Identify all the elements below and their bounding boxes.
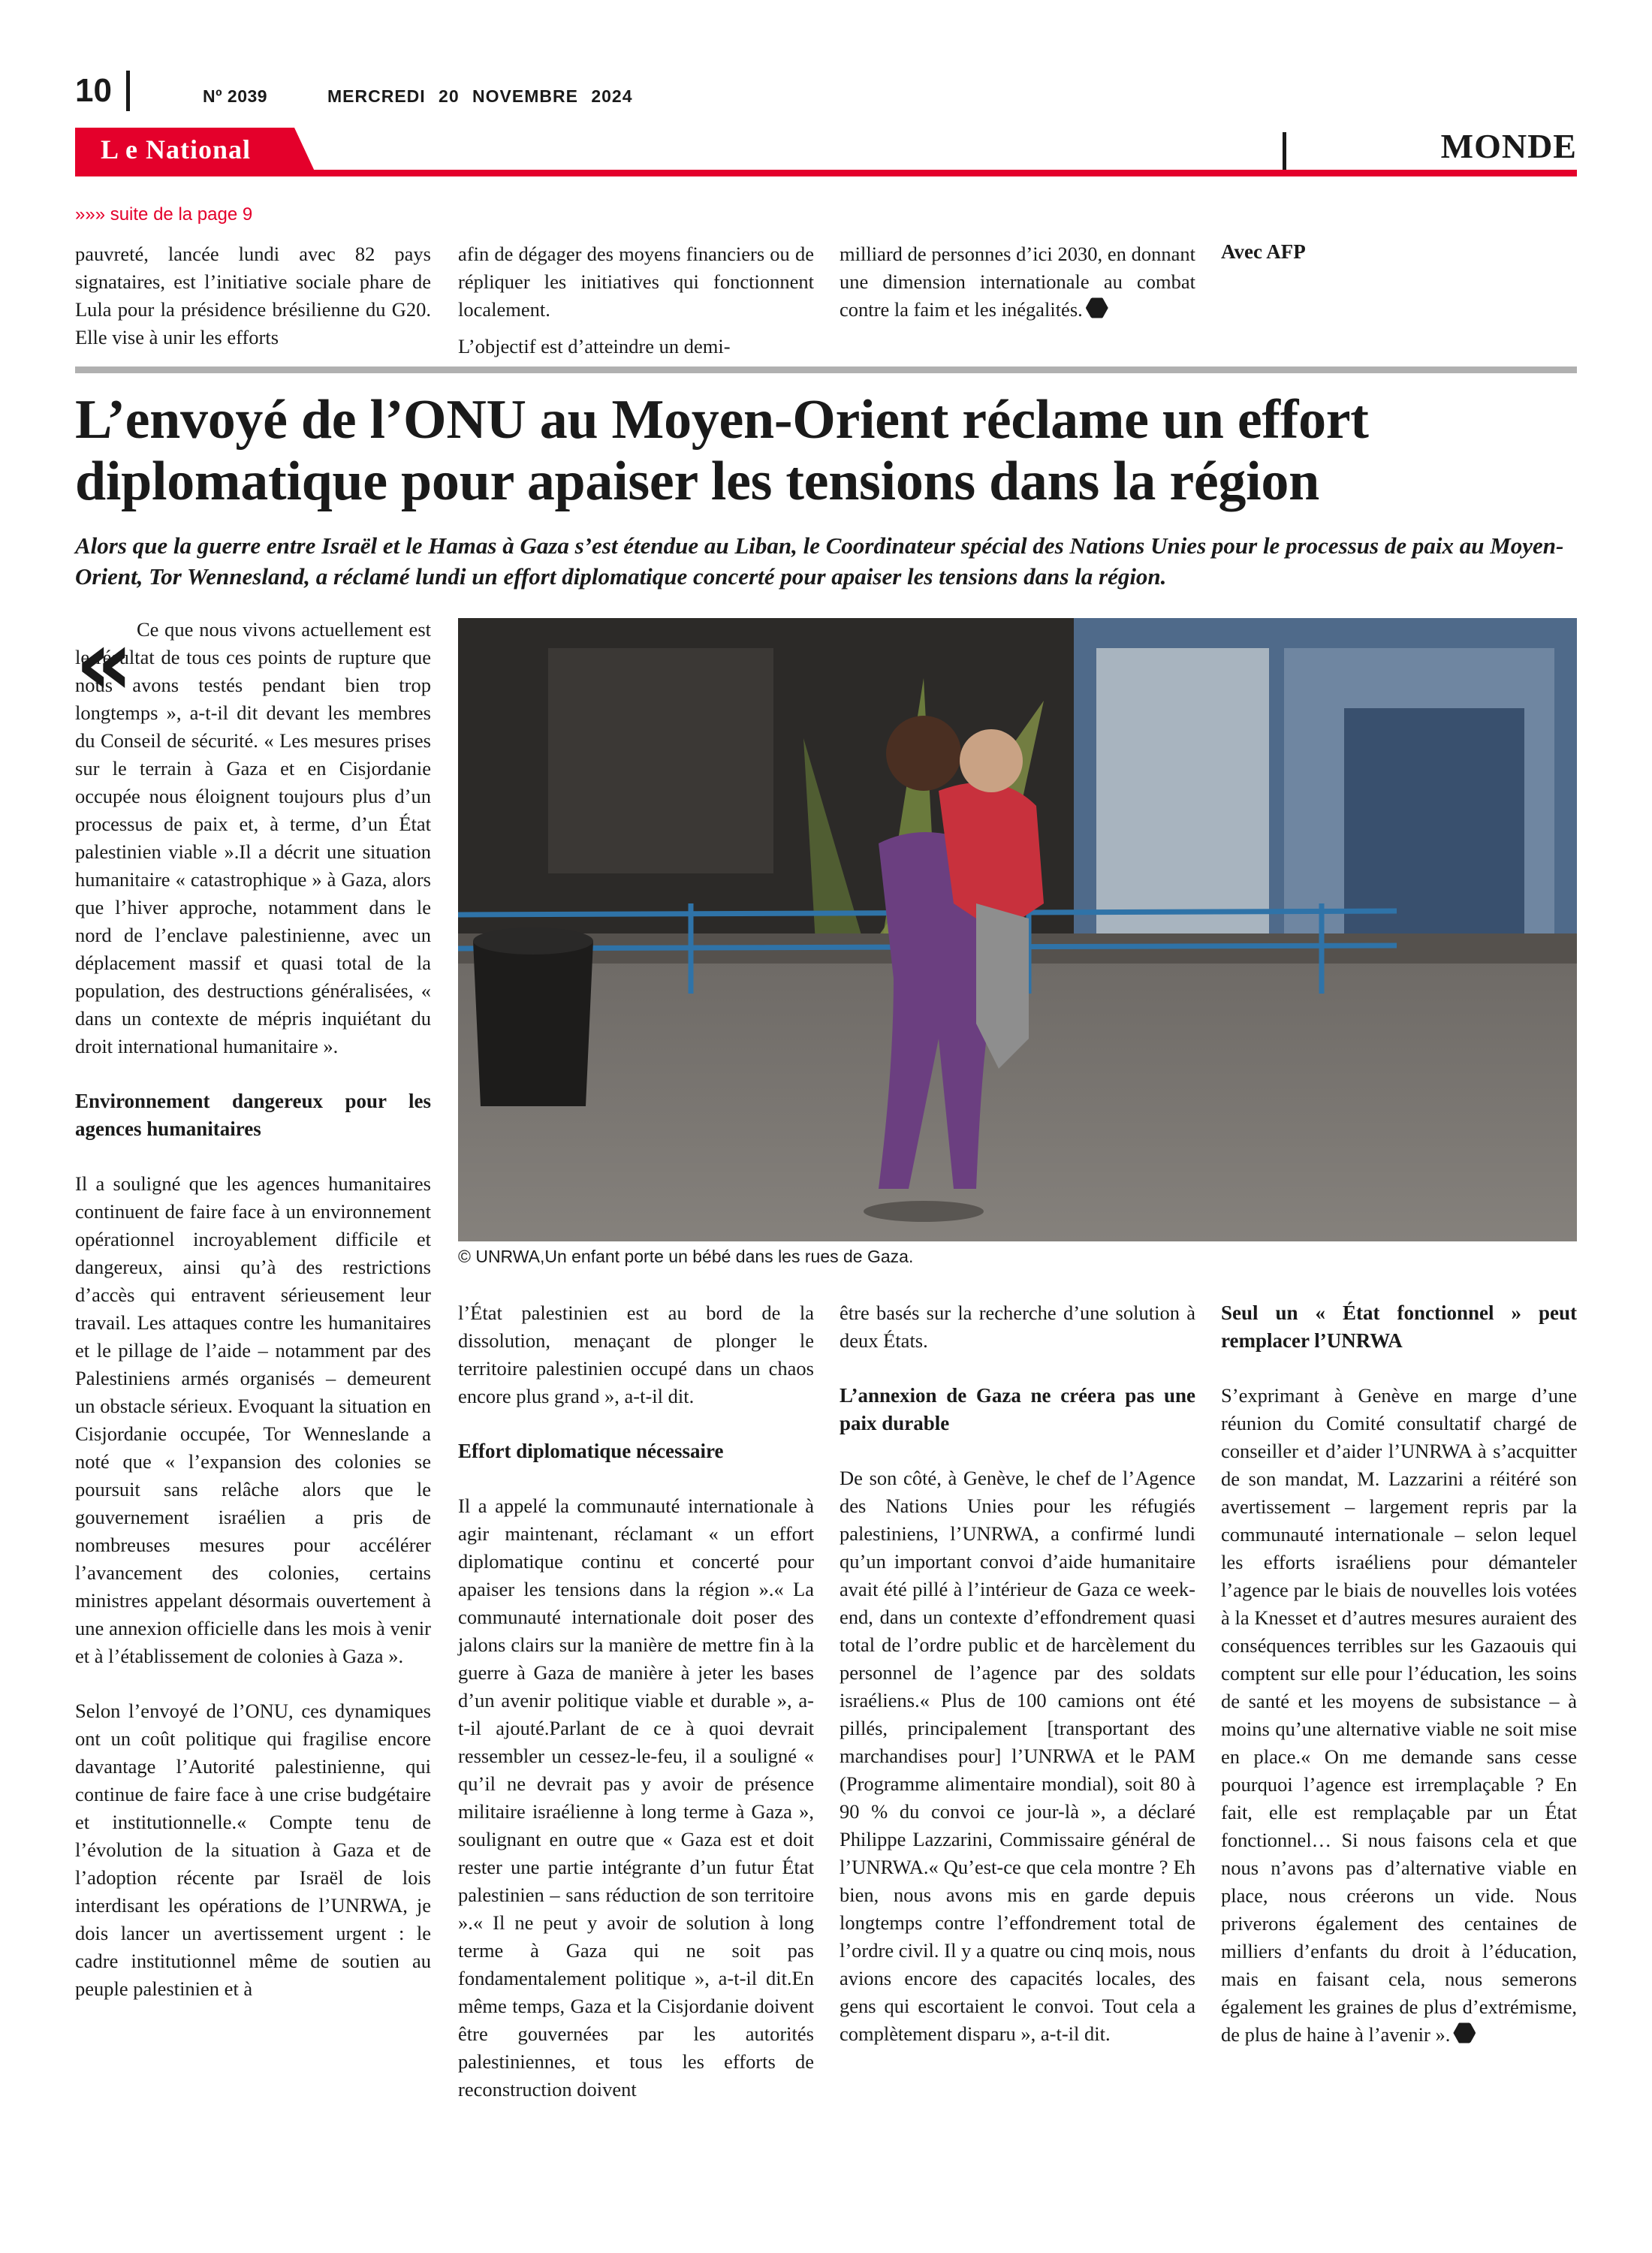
prev-article-col1 [75,240,431,351]
prev-article-col3 [840,240,1195,324]
section-rubric: MONDE [1440,127,1577,165]
end-of-article-icon [1453,2022,1476,2044]
article-col2 [458,1299,814,2104]
article-subheading: Environnement dangereux pour les agences humanitaires [75,1090,431,1140]
article-paragraph: Il a souligné que les agences humanitaires continuent de faire face à un environnement opérationnel incroyablement difficile et dangereux, ainsi qu’à des restrictions d’accès qui entravent sérieusement leur travail. Les attaques contre les humanitaires et le pillage de l’aide – notamment par des Palestiniens armés organisés – demeurent un obstacle sérieux. Evoquant la situation en Cisjordanie occupée, Tor Wenneslande a noté que « l’expansion des colonies se poursuit sans relâche alors que le gouvernement israélien a pris de nombreuses mesures pour accélérer l’avancement des colonies, certains ministres appelant désormais ouvertement à une annexion officielle dans les mois à venir et à l’établissement de colonies à Gaza ». [75,1172,431,1667]
photo-caption: © UNRWA,Un enfant porte un bébé dans les rues de Gaza. [458,1247,914,1266]
issue-date: MERCREDI 20 NOVEMBRE 2024 [327,86,633,106]
masthead-rule [75,170,1577,176]
article-lede: Alors que la guerre entre Israël et le Hamas à Gaza s’est étendue au Liban, le Coordinateur spécial des Nations Unies pour le processus de paix au Moyen-Orient, Tor Wennesland, a réclamé lundi un effort diplomatique concerté pour apaiser les tensions dans la région. [75,532,1564,590]
article-subheading: Effort diplomatique nécessaire [458,1440,724,1462]
opening-quote-mark: « [75,611,134,716]
continued-from-label: »»» suite de la page 9 [75,204,253,225]
prev-article-text: pauvreté, lancée lundi avec 82 pays signataires, est l’initiative sociale phare de Lula pour la présidence brésilienne du G20. Elle vise à unir les efforts [75,243,431,348]
article-paragraph: Ce que nous vivons actuellement est le résultat de tous ces points de rupture que nous avons testés pendant bien trop longtemps », a-t-il dit devant les membres du Conseil de sécurité. « Les mesures prises sur le terrain à Gaza et en Cisjordanie occupée nous éloignent toujours plus d’un processus de paix et, à terme, d’un État palestinien viable ».Il a décrit une situation humanitaire « catastrophique » à Gaza, alors que l’hiver approche, notamment dans le nord de l’enclave palestinienne, avec un déplacement massif et quasi total de la population, des destructions généralisées, « dans un contexte de mépris inquiétant du droit international humanitaire ». [75,618,431,1057]
prev-article-text: milliard de personnes d’ici 2030, en donnant une dimension internationale au combat contre la faim et les inégalités. [840,243,1195,321]
article-subheading: L’annexion de Gaza ne créera pas une paix durable [840,1384,1195,1434]
article-paragraph: Selon l’envoyé de l’ONU, ces dynamiques ont un coût politique qui fragilise encore davantage l’Autorité palestinienne, qui continue de faire face à une crise budgétaire et institutionnelle.« Compte tenu de l’évolution de la situation à Gaza et de l’adoption récente par Israël de lois interdisant les opérations de l’UNRWA, je dois lancer un avertissement urgent : le cadre institutionnel même de soutien au peuple palestinien et à [75,1700,431,2000]
article-paragraph: être basés sur la recherche d’une solution à deux États. [840,1301,1195,1352]
prev-article-text: L’objectif est d’atteindre un demi- [458,335,731,357]
prev-article-col2 [458,240,814,360]
rubric-divider [1283,132,1286,170]
article-paragraph: De son côté, à Genève, le chef de l’Agence des Nations Unies pour les réfugiés palestiniens, l’UNRWA, a confirmé lundi qu’un important convoi d’aide humanitaire avait été pillé à l’intérieur de Gaza ce week-end, dans un contexte d’effondrement quasi total de l’ordre public et de harcèlement du personnel de l’agence par des soldats israéliens.« Plus de 100 camions ont été pillés, principalement [transportant des marchandises pour] l’UNRWA et le PAM (Programme alimentaire mondial), soit 80 à 90 % du convoi ce jour-là », a déclaré Philippe Lazzarini, Commissaire général de l’UNRWA.« Qu’est-ce que cela montre ? Eh bien, nous avons mis en garde depuis longtemps contre l’effondrement total de l’ordre civil. Il y a quatre ou cinq mois, nous avions encore des capacités locales, des gens qui escortaient le convoi. Tout cela a complètement disparu », a-t-il dit. [840,1467,1195,2045]
end-of-article-icon [1086,297,1108,319]
article-paragraph: S’exprimant à Genève en marge d’une réunion du Comité consultatif chargé de conseiller et d’aider l’UNRWA à s’acquitter de son mandat, M. Lazzarini a réitéré son avertissement – largement repris par la communauté internationale – selon lequel les efforts israéliens pour démanteler l’agence par le biais de nouvelles lois votées à la Knesset et d’autres mesures auraient des conséquences terribles sur les Gazaouis qui comptent sur elle pour l’éducation, les soins de santé et les moyens de subsistance – à moins qu’une alternative viable ne soit mise en place.« On me demande sans cesse pourquoi l’agence est irremplaçable ? En fait, elle est remplaçable par un État fonctionnel… Si nous faisons cela et que nous n’avons pas d’alternative viable en place, nous créerons un vide. Nous priverons également des centaines de milliers d’enfants du droit à l’éducation, mais en faisant cela, nous semerons également les graines de plus d’extrémisme, de plus de haine à l’avenir ». [1221,1384,1577,2046]
article-col3 [840,1299,1195,2048]
article-photo [458,618,1577,1241]
article-col4 [1221,1299,1577,2049]
page-number-divider [126,71,130,111]
prev-article-credit: Avec AFP [1221,240,1306,263]
issue-number: Nº 2039 [203,86,268,106]
article-separator [75,366,1577,373]
publication-name: L e National [101,134,252,164]
page-number: 10 [75,72,112,109]
article-paragraph: Il a appelé la communauté internationale à agir maintenant, réclamant « un effort diplomatique continu et concerté pour apaiser les tensions dans la région ».« La communauté internationale doit poser des jalons clairs sur la manière de mettre fin à la guerre à Gaza de manière à jeter les bases d’un avenir politique viable et durable », a-t-il ajouté.Parlant de ce à quoi devrait ressembler un cessez-le-feu, il a souligné « qu’il ne devrait pas y avoir de présence militaire israélienne à long terme à Gaza », soulignant en outre que « Gaza est et doit rester une partie intégrante d’un futur État palestinien – sans réduction de son territoire ».« Il ne peut y avoir de solution à long terme à Gaza qui ne soit pas fondamentalement politique », a-t-il dit.En même temps, Gaza et la Cisjordanie doivent être gouvernées par les autorités palestiniennes, et tous les efforts de reconstruction doivent [458,1494,814,2101]
prev-article-text: afin de dégager des moyens financiers ou de répliquer les initiatives qui fonctionnent localement. [458,243,814,321]
article-headline: L’envoyé de l’ONU au Moyen-Orient réclame un effort diplomatique pour apaiser les tensions dans la région [75,389,1369,512]
article-subheading: Seul un « État fonctionnel » peut remplacer l’UNRWA [1221,1301,1577,1352]
article-col1 [75,611,431,2003]
article-paragraph: l’État palestinien est au bord de la dissolution, menaçant de plonger le territoire palestinien occupé dans un chaos encore plus grand », a-t-il dit. [458,1301,814,1407]
